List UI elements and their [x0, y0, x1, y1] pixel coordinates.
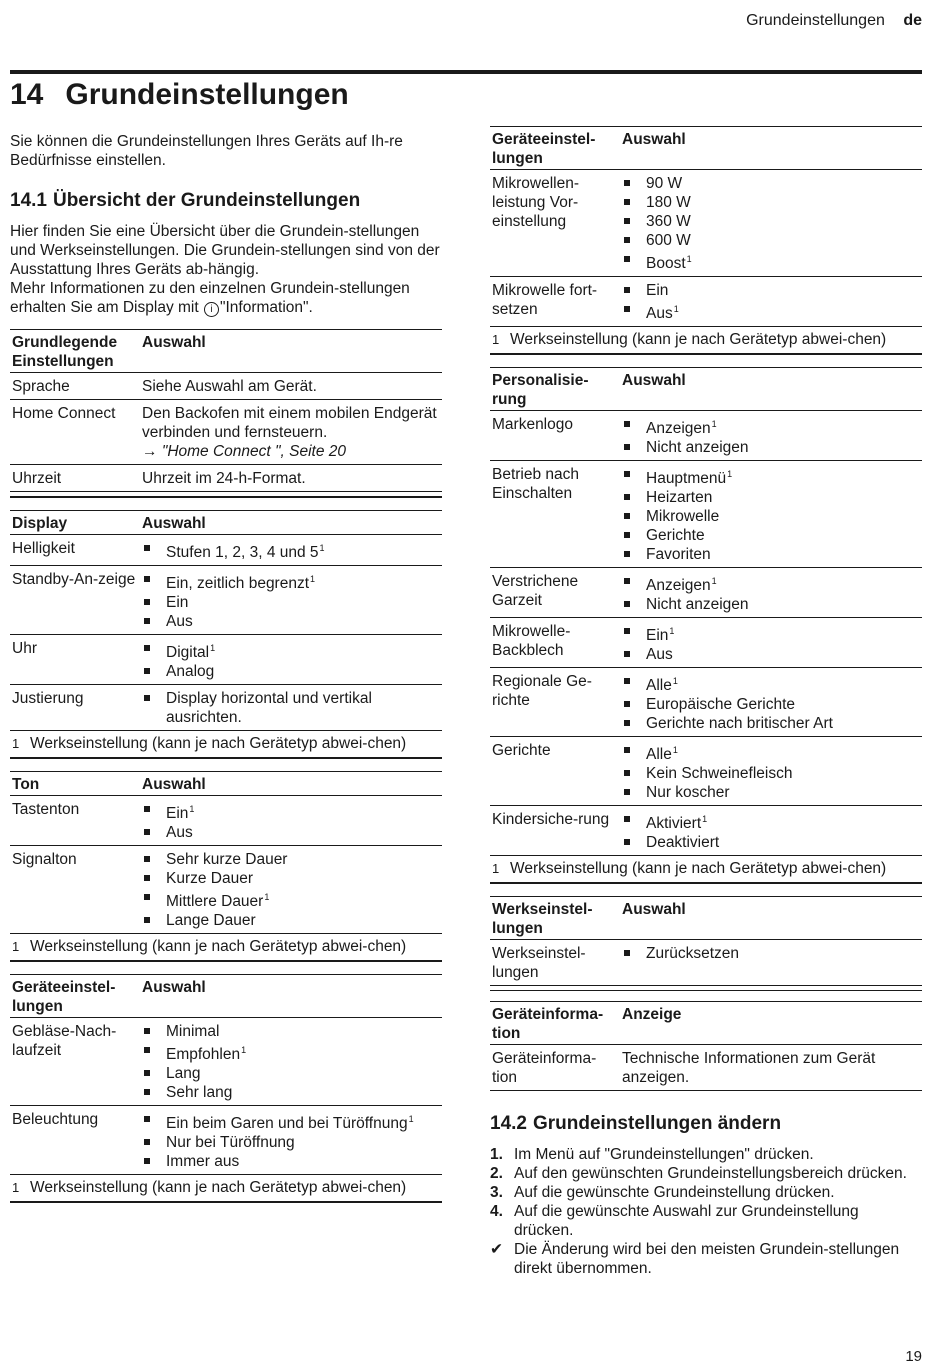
- option-item: Aus: [622, 645, 920, 664]
- option-text: Ein: [166, 805, 189, 822]
- option-list: [142, 539, 440, 562]
- option-item: Kein Schweinefleisch: [622, 764, 920, 783]
- option-item: Aus: [142, 612, 440, 631]
- footnote-marker: 1: [319, 543, 325, 553]
- overview-paragraph: Hier finden Sie eine Übersicht über die Grundein-stellungen und Werkseinstellungen. Die Grundein-stellungen sind von der Ausstattung Ihres Geräts ab-hängig.: [10, 223, 440, 278]
- setting-name: Gebläse-Nach-laufzeit: [10, 1018, 140, 1106]
- option-item: Analog: [142, 662, 440, 681]
- footnote-row: [10, 731, 442, 759]
- footnote-row: [10, 1175, 442, 1203]
- table-end-row: [490, 986, 922, 991]
- setting-name: Mikrowelle fort-setzen: [490, 277, 620, 327]
- option-item: Nicht anzeigen: [622, 595, 920, 614]
- option-item: [142, 539, 440, 562]
- option-list: [142, 800, 440, 842]
- table-header: [10, 330, 442, 373]
- table-sound: [10, 771, 442, 962]
- table-row: [490, 806, 922, 856]
- option-item: Aus: [142, 823, 440, 842]
- option-list: [142, 570, 440, 631]
- header-selection: Auswahl: [140, 975, 442, 1018]
- setting-name: Home Connect: [10, 400, 140, 465]
- footnote-number: 1: [12, 939, 20, 954]
- option-list: [142, 639, 440, 681]
- setting-value: Siehe Auswahl am Gerät.: [140, 373, 442, 400]
- step-number: 1.: [490, 1146, 503, 1163]
- table-personalization: [490, 367, 922, 884]
- setting-name: Signalton: [10, 846, 140, 934]
- option-list: [622, 672, 920, 733]
- option-text: Anzeigen: [646, 577, 711, 594]
- option-item: Mikrowelle: [622, 507, 920, 526]
- setting-name: Geräteinforma-tion: [490, 1045, 620, 1091]
- footnote-number: 1: [492, 332, 500, 347]
- step-text: Auf den gewünschten Grundeinstellungsbereich drücken.: [514, 1165, 907, 1182]
- setting-name: Uhr: [10, 635, 140, 685]
- header-selection: Auswahl: [620, 368, 922, 411]
- setting-name: Regionale Ge-richte: [490, 668, 620, 737]
- option-text: Hauptmenü: [646, 470, 727, 487]
- option-list: [622, 174, 920, 273]
- setting-name: Mikrowellen-leistung Vor-einstellung: [490, 170, 620, 277]
- setting-name: Markenlogo: [490, 411, 620, 461]
- step-item: [490, 1164, 922, 1183]
- option-item: [622, 415, 920, 438]
- table-device-settings-1: [10, 974, 442, 1203]
- table-row: [490, 170, 922, 277]
- setting-name: Standby-An-zeige: [10, 566, 140, 635]
- footnote-marker: 1: [241, 1045, 247, 1055]
- option-item: [142, 800, 440, 823]
- table-row: [10, 566, 442, 635]
- table-row: [10, 1106, 442, 1175]
- option-item: [142, 639, 440, 662]
- setting-name: Verstrichene Garzeit: [490, 568, 620, 618]
- step-number: 4.: [490, 1203, 503, 1220]
- option-item: [622, 250, 920, 273]
- option-list: [142, 1110, 440, 1171]
- footnote-marker: 1: [408, 1114, 414, 1124]
- table-row: [490, 668, 922, 737]
- header-setting: Geräteeinstel-lungen: [490, 127, 620, 170]
- footnote-text: Werkseinstellung (kann je nach Gerätetyp abwei-chen): [30, 938, 407, 955]
- option-list: [142, 850, 440, 930]
- footnote-marker: 1: [672, 745, 678, 755]
- option-list: [622, 622, 920, 664]
- option-item: [622, 465, 920, 488]
- setting-name: Kindersiche-rung: [490, 806, 620, 856]
- section-title-14-2: [490, 1113, 922, 1135]
- setting-value: [140, 400, 442, 465]
- option-item: Display horizontal und vertikal ausrichten.: [142, 689, 440, 727]
- footnote-marker: 1: [189, 804, 195, 814]
- footnote-number: 1: [12, 736, 20, 751]
- page-number: 19: [905, 1348, 922, 1365]
- section-title-text: Grundeinstellungen ändern: [532, 1113, 782, 1134]
- section-title-14-1: [10, 190, 442, 212]
- table-row: [490, 1045, 922, 1091]
- cross-reference-link[interactable]: "Home Connect ", Seite 20: [161, 443, 346, 460]
- option-item: [622, 622, 920, 645]
- setting-value: Uhrzeit im 24-h-Format.: [140, 465, 442, 492]
- footnote-row: [490, 327, 922, 355]
- steps-list: [490, 1145, 922, 1278]
- table-header: [490, 368, 922, 411]
- step-item: [490, 1145, 922, 1164]
- option-text: Ein: [646, 627, 669, 644]
- option-item: 360 W: [622, 212, 920, 231]
- info-paragraph: [10, 279, 442, 317]
- table-device-info: [490, 1001, 922, 1091]
- footnote-marker: 1: [711, 576, 717, 586]
- table-header: [490, 127, 922, 170]
- setting-name: Tastenton: [10, 796, 140, 846]
- step-text: Auf die gewünschte Auswahl zur Grundeinstellung drücken.: [514, 1203, 859, 1239]
- option-item: [622, 672, 920, 695]
- table-row: [10, 796, 442, 846]
- table-row: [10, 535, 442, 566]
- table-header: [490, 1002, 922, 1045]
- footnote-marker: 1: [711, 419, 717, 429]
- footnote-marker: 1: [210, 643, 216, 653]
- setting-name: Werkseinstel-lungen: [490, 940, 620, 986]
- option-item: [142, 1041, 440, 1064]
- table-header: [10, 772, 442, 796]
- option-item: Gerichte: [622, 526, 920, 545]
- option-item: Zurücksetzen: [622, 944, 920, 963]
- arrow-icon: →: [142, 443, 158, 460]
- section-number: 14.2: [490, 1113, 527, 1134]
- option-item: Deaktiviert: [622, 833, 920, 852]
- intro-text: Sie können die Grundeinstellungen Ihres Geräts auf Ih-re Bedürfnisse einstellen.: [10, 133, 403, 169]
- setting-name: Mikrowelle-Backblech: [490, 618, 620, 668]
- setting-name: Justierung: [10, 685, 140, 731]
- table-factory-settings: [490, 896, 922, 991]
- table-header: [490, 897, 922, 940]
- setting-name: Betrieb nach Einschalten: [490, 461, 620, 568]
- footnote-marker: 1: [264, 892, 270, 902]
- option-item: Lange Dauer: [142, 911, 440, 930]
- option-text: Aktiviert: [646, 815, 702, 832]
- table-display: [10, 510, 442, 759]
- option-text: Empfohlen: [166, 1046, 241, 1063]
- table-row: [490, 277, 922, 327]
- footnote-marker: 1: [727, 469, 733, 479]
- option-list: [622, 465, 920, 564]
- option-text: Anzeigen: [646, 420, 711, 437]
- option-text: Alle: [646, 746, 672, 763]
- header-setting: Geräteinforma-tion: [490, 1002, 620, 1045]
- header-selection: Auswahl: [140, 330, 442, 373]
- step-number: 2.: [490, 1165, 503, 1182]
- header-rule: [10, 70, 922, 74]
- setting-name: Gerichte: [490, 737, 620, 806]
- table-row: [490, 568, 922, 618]
- table-basic-settings: [10, 329, 442, 498]
- step-number: 3.: [490, 1184, 503, 1201]
- table-row: [10, 846, 442, 934]
- setting-value-text: Den Backofen mit einem mobilen Endgerät verbinden und fernsteuern.: [142, 405, 437, 441]
- option-item: Favoriten: [622, 545, 920, 564]
- section-title-text: Übersicht der Grundeinstellungen: [52, 190, 361, 211]
- checkmark-icon: ✔: [490, 1241, 503, 1258]
- header-setting: Display: [10, 511, 140, 535]
- step-text: Auf die gewünschte Grundeinstellung drücken.: [514, 1184, 835, 1201]
- option-item: Ein: [622, 281, 920, 300]
- header-selection: Auswahl: [620, 897, 922, 940]
- header-setting: Werkseinstel-lungen: [490, 897, 620, 940]
- setting-name: Uhrzeit: [10, 465, 140, 492]
- option-item: 90 W: [622, 174, 920, 193]
- option-item: Minimal: [142, 1022, 440, 1041]
- footnote-number: 1: [492, 861, 500, 876]
- header-display: Anzeige: [620, 1002, 922, 1045]
- result-text: Die Änderung wird bei den meisten Grundein-stellungen direkt übernommen.: [514, 1241, 900, 1277]
- option-item: Kurze Dauer: [142, 869, 440, 888]
- option-item: Europäische Gerichte: [622, 695, 920, 714]
- option-list: [622, 810, 920, 852]
- option-item: [622, 741, 920, 764]
- option-text: Aus: [646, 305, 673, 322]
- header-setting: Geräteeinstel-lungen: [10, 975, 140, 1018]
- footnote-text: Werkseinstellung (kann je nach Gerätetyp abwei-chen): [30, 1179, 407, 1196]
- option-item: Nicht anzeigen: [622, 438, 920, 457]
- option-text: Digital: [166, 644, 210, 661]
- table-row: [490, 737, 922, 806]
- header-setting: Ton: [10, 772, 140, 796]
- option-list: [622, 741, 920, 802]
- chapter-number: 14: [10, 78, 44, 111]
- option-text: Alle: [646, 677, 672, 694]
- info-paragraph-end: "Information".: [219, 299, 313, 316]
- option-list: [142, 689, 440, 727]
- option-text: Mittlere Dauer: [166, 893, 264, 910]
- option-list: [622, 281, 920, 323]
- footnote-marker: 1: [310, 574, 316, 584]
- table-row: [490, 618, 922, 668]
- setting-name: Beleuchtung: [10, 1106, 140, 1175]
- option-list: [622, 944, 920, 963]
- option-text: Ein beim Garen und bei Türöffnung: [166, 1115, 408, 1132]
- option-item: Sehr kurze Dauer: [142, 850, 440, 869]
- header-setting: Grundlegende Einstellungen: [10, 330, 140, 373]
- info-paragraph-text: Mehr Informationen zu den einzelnen Grundein-stellungen erhalten Sie am Display mit: [10, 280, 410, 316]
- step-item: [490, 1202, 922, 1240]
- footnote-text: Werkseinstellung (kann je nach Gerätetyp abwei-chen): [510, 860, 887, 877]
- footnote-marker: 1: [686, 254, 692, 264]
- option-item: Sehr lang: [142, 1083, 440, 1102]
- option-item: Lang: [142, 1064, 440, 1083]
- option-item: [622, 300, 920, 323]
- option-list: [622, 415, 920, 457]
- setting-name: Sprache: [10, 373, 140, 400]
- option-item: Heizarten: [622, 488, 920, 507]
- option-list: [622, 572, 920, 614]
- header-selection: Auswahl: [140, 772, 442, 796]
- chapter-title-text: Grundeinstellungen: [65, 78, 349, 111]
- table-row: [490, 411, 922, 461]
- option-item: [142, 570, 440, 593]
- footnote-marker: 1: [702, 814, 708, 824]
- table-row: [10, 400, 442, 465]
- table-end-row: [10, 492, 442, 498]
- step-item: [490, 1183, 922, 1202]
- section-number: 14.1: [10, 190, 47, 211]
- footnote-text: Werkseinstellung (kann je nach Gerätetyp abwei-chen): [510, 331, 887, 348]
- left-column: [10, 80, 442, 1203]
- option-item: Gerichte nach britischer Art: [622, 714, 920, 733]
- table-row: [10, 465, 442, 492]
- table-device-settings-2: [490, 126, 922, 355]
- option-item: Ein: [142, 593, 440, 612]
- option-text: Ein, zeitlich begrenzt: [166, 575, 310, 592]
- header-selection: Auswahl: [140, 511, 442, 535]
- option-item: 180 W: [622, 193, 920, 212]
- table-row: [10, 685, 442, 731]
- option-item: 600 W: [622, 231, 920, 250]
- option-text: Stufen 1, 2, 3, 4 und 5: [166, 544, 319, 561]
- header-selection: Auswahl: [620, 127, 922, 170]
- table-header: [10, 975, 442, 1018]
- table-row: [10, 1018, 442, 1106]
- result-item: [490, 1240, 922, 1278]
- footnote-number: 1: [12, 1180, 20, 1195]
- running-header: [746, 12, 922, 30]
- header-setting: Personalisie-rung: [490, 368, 620, 411]
- table-row: [10, 373, 442, 400]
- setting-value: Technische Informationen zum Gerät anzeigen.: [620, 1045, 922, 1091]
- option-item: [142, 888, 440, 911]
- chapter-title: [10, 80, 442, 124]
- option-item: Immer aus: [142, 1152, 440, 1171]
- option-item: [622, 572, 920, 595]
- footnote-marker: 1: [669, 626, 675, 636]
- table-row: [490, 461, 922, 568]
- footnote-marker: 1: [673, 304, 679, 314]
- right-column: [490, 126, 922, 1278]
- footnote-row: [10, 934, 442, 962]
- running-header-language: de: [903, 12, 922, 29]
- setting-name: Helligkeit: [10, 535, 140, 566]
- table-header: [10, 511, 442, 535]
- footnote-marker: 1: [672, 676, 678, 686]
- running-header-section: Grundeinstellungen: [746, 12, 885, 29]
- footnote-row: [490, 856, 922, 884]
- option-item: Nur bei Türöffnung: [142, 1133, 440, 1152]
- option-item: Nur koscher: [622, 783, 920, 802]
- option-item: [142, 1110, 440, 1133]
- table-row: [10, 635, 442, 685]
- table-row: [490, 940, 922, 986]
- footnote-text: Werkseinstellung (kann je nach Gerätetyp abwei-chen): [30, 735, 407, 752]
- step-text: Im Menü auf "Grundeinstellungen" drücken.: [514, 1146, 814, 1163]
- info-icon: i: [204, 302, 219, 317]
- option-text: Boost: [646, 255, 686, 272]
- option-item: [622, 810, 920, 833]
- option-list: [142, 1022, 440, 1102]
